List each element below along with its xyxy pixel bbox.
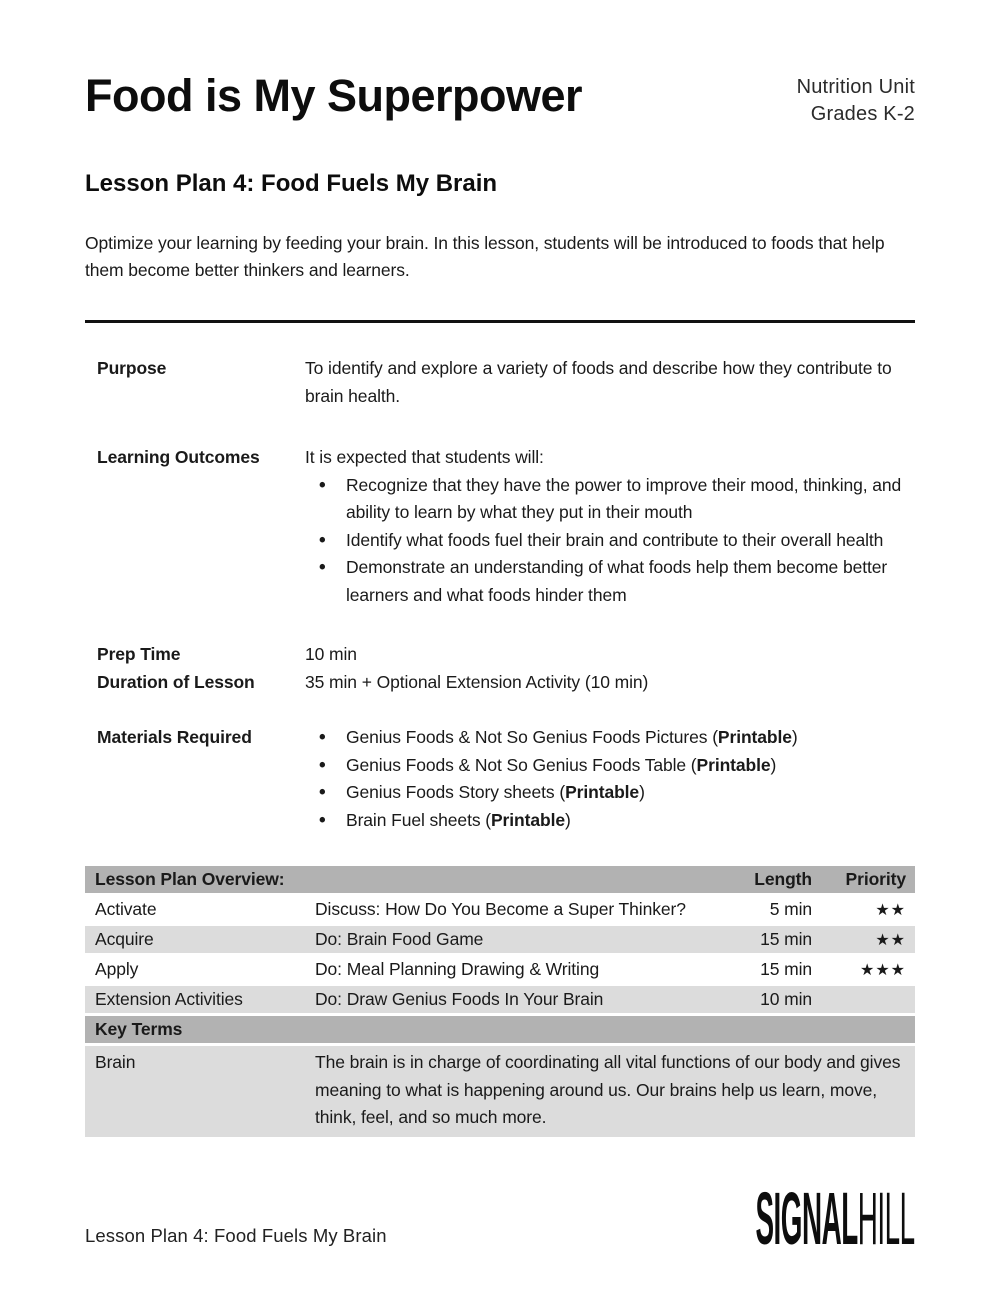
table-row	[85, 986, 915, 1013]
length-cell: 10 min	[760, 989, 812, 1009]
section-divider	[85, 320, 915, 323]
masthead	[85, 72, 915, 128]
lesson-intro: Optimize your learning by feeding your brain. In this lesson, students will be introduced to foods that help them become better thinkers and learners.	[85, 233, 885, 280]
phase-cell: Apply	[95, 959, 139, 979]
material-text: Genius Foods & Not So Genius Foods Table (	[346, 754, 697, 775]
duration-row	[85, 669, 915, 697]
material-text: Genius Foods & Not So Genius Foods Pictures (	[346, 727, 718, 747]
material-item	[346, 807, 915, 835]
outcomes-content	[305, 444, 915, 609]
length-cell: 15 min	[760, 959, 812, 979]
length-cell: 15 min	[760, 929, 812, 949]
phase-cell: Acquire	[95, 929, 154, 949]
purpose-row	[85, 355, 915, 410]
priority-column-header: Priority	[845, 869, 906, 889]
unit-name: Nutrition Unit	[796, 76, 915, 98]
table-row	[85, 956, 915, 983]
material-bold: Printable	[696, 754, 771, 775]
activity-cell: Discuss: How Do You Become a Super Thinker?	[315, 899, 686, 919]
material-bold: Printable	[565, 782, 640, 802]
length-cell: 5 min	[769, 899, 812, 919]
priority-stars: ★★	[875, 900, 906, 919]
duration-label: Duration of Lesson	[97, 671, 255, 692]
outcome-item: • Recognize that they have the power to improve their mood, thinking, and ability to learn by what they put in their mouth	[346, 472, 915, 527]
outcome-item: • Identify what foods fuel their brain and contribute to their overall health	[346, 527, 915, 555]
phase-cell: Extension Activities	[95, 989, 243, 1009]
footer-lesson-title: Lesson Plan 4: Food Fuels My Brain	[85, 1225, 387, 1246]
outcome-item: • Demonstrate an understanding of what foods help them become better learners and what foods hinder them	[346, 554, 915, 609]
outcomes-label: Learning Outcomes	[97, 447, 260, 467]
activity-cell: Do: Draw Genius Foods In Your Brain	[315, 989, 604, 1009]
materials-label: Materials Required	[97, 727, 252, 747]
activity-cell: Do: Brain Food Game	[315, 929, 484, 949]
logo-text-hill: HILL	[858, 1177, 915, 1261]
material-text: Genius Foods Story sheets (	[346, 782, 566, 802]
materials-list	[305, 724, 915, 834]
overview-header-row	[85, 866, 915, 893]
key-term-definition: The brain is in charge of coordinating all vital functions of our body and gives meaning to what is happening around us. Our brains help us learn, move, think, feel, and so much more.	[315, 1052, 901, 1127]
document-title: Food is My Superpower	[85, 70, 583, 121]
material-text: )	[791, 727, 798, 747]
material-item	[346, 752, 915, 780]
logo-text-signal: SIGNAL	[755, 1177, 859, 1261]
prep-time-label: Prep Time	[97, 644, 181, 664]
outcomes-row	[85, 444, 915, 609]
material-item	[346, 724, 915, 752]
unit-meta	[797, 74, 915, 128]
material-text: )	[564, 809, 571, 830]
signal-hill-logo	[755, 1177, 915, 1261]
lesson-heading: Lesson Plan 4: Food Fuels My Brain	[85, 170, 498, 197]
priority-stars: ★★★	[859, 960, 906, 979]
material-item	[346, 779, 915, 807]
outcomes-intro: It is expected that students will:	[305, 447, 544, 467]
phase-cell: Activate	[95, 899, 157, 919]
material-bold: Printable	[490, 809, 565, 830]
grade-range: Grades K-2	[810, 103, 915, 125]
activity-cell: Do: Meal Planning Drawing & Writing	[315, 959, 600, 979]
prep-time-row	[85, 641, 915, 669]
priority-stars: ★★	[875, 930, 906, 949]
material-text: )	[639, 782, 645, 802]
table-row	[85, 896, 915, 923]
purpose-text: To identify and explore a variety of foods and describe how they contribute to brain health.	[305, 358, 892, 406]
key-term-row	[85, 1046, 915, 1137]
lesson-plan-overview-table	[85, 866, 915, 1137]
outcomes-list	[305, 472, 915, 610]
material-bold: Printable	[717, 727, 792, 747]
prep-time-value: 10 min	[305, 644, 357, 664]
materials-content	[305, 724, 915, 834]
purpose-label: Purpose	[97, 358, 167, 378]
table-row	[85, 926, 915, 953]
key-term-name: Brain	[95, 1052, 136, 1072]
page-footer	[85, 1177, 915, 1261]
duration-value: 35 min + Optional Extension Activity (10 min)	[305, 671, 649, 692]
length-column-header: Length	[754, 869, 812, 889]
key-terms-header: Key Terms	[85, 1016, 915, 1043]
material-text: Brain Fuel sheets (	[346, 809, 491, 830]
material-text: )	[770, 754, 777, 775]
materials-row	[85, 724, 915, 834]
overview-title: Lesson Plan Overview:	[95, 869, 285, 889]
